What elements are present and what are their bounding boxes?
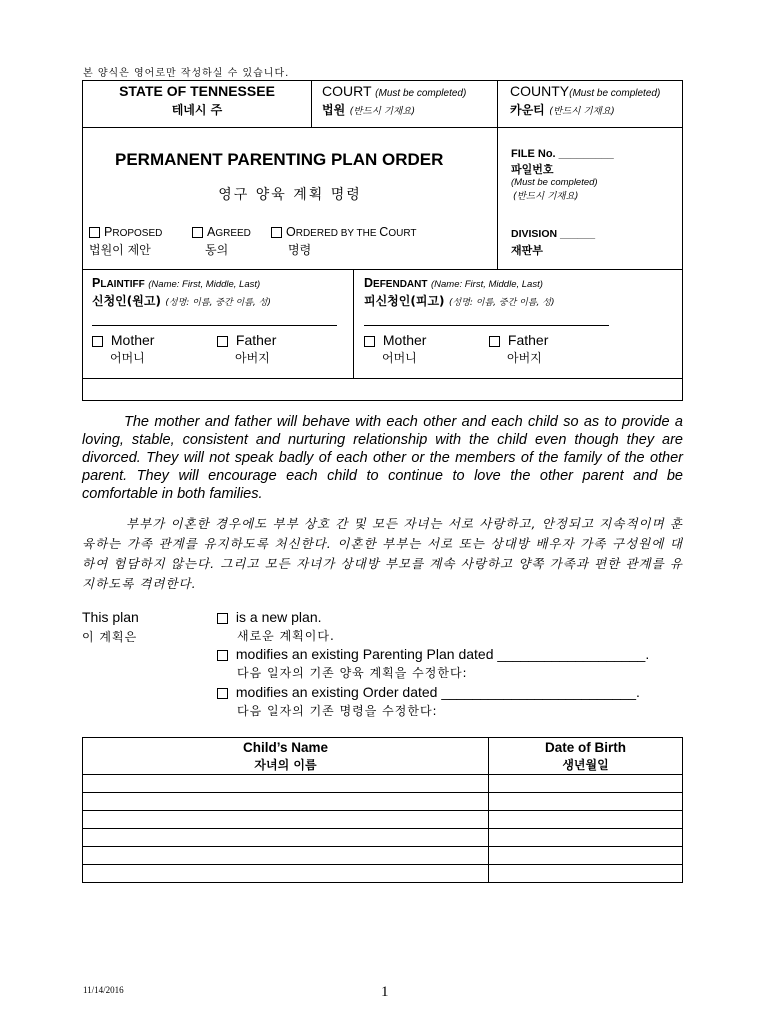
child-dob-cell[interactable] bbox=[489, 847, 683, 865]
division-block bbox=[511, 228, 595, 258]
option-proposed-ko: 법원이 제안 bbox=[89, 243, 151, 257]
form-title-en: PERMANENT PARENTING PLAN ORDER bbox=[115, 150, 444, 169]
table-row bbox=[83, 793, 683, 811]
language-note: 본 양식은 영어로만 작성하실 수 있습니다. bbox=[83, 68, 290, 79]
defendant-ko: 피신청인(피고) bbox=[364, 294, 445, 308]
page-number: 1 bbox=[381, 984, 389, 1000]
county-ko: 카운티 bbox=[510, 103, 545, 117]
plan-option-modify-plan[interactable]: modifies an existing Parenting Plan dated ___________________. 다음 일자의 기존 양육 계획을 수정한다: bbox=[217, 646, 649, 681]
dob-header: Date of Birth 생년월일 bbox=[489, 738, 683, 775]
child-name-cell[interactable] bbox=[83, 811, 489, 829]
plaintiff-ko: 신청인(원고) bbox=[92, 294, 161, 308]
checkbox-ordered[interactable] bbox=[271, 227, 282, 238]
title-cell bbox=[83, 128, 498, 270]
child-dob-cell[interactable] bbox=[489, 775, 683, 793]
child-dob-cell[interactable] bbox=[489, 829, 683, 847]
child-dob-cell[interactable] bbox=[489, 865, 683, 883]
defendant-section: DEFENDANT (Name: First, Middle, Last) 피신청인(피고) (성명: 이름, 중간 이름, 성) bbox=[364, 276, 555, 308]
option-proposed[interactable]: PROPOSED 법원이 제안 bbox=[89, 225, 163, 257]
child-name-cell[interactable] bbox=[83, 847, 489, 865]
county-cell bbox=[498, 81, 683, 128]
state-en: STATE OF TENNESSEE bbox=[119, 83, 275, 99]
plan-modify-order-checkbox[interactable] bbox=[217, 688, 228, 699]
form-title-ko: 영구 양육 계획 명령 bbox=[218, 187, 362, 203]
plaintiff-mother-option[interactable]: Mother 어머니 bbox=[92, 332, 154, 366]
defendant-mother-option[interactable]: Mother 어머니 bbox=[364, 332, 426, 366]
child-name-cell[interactable] bbox=[83, 775, 489, 793]
court-note: (Must be completed) bbox=[375, 88, 467, 99]
plaintiff-ko-note: (성명: 이름, 중간 이름, 성) bbox=[165, 298, 271, 308]
footer-date: 11/14/2016 bbox=[83, 985, 124, 995]
defendant-name-line[interactable] bbox=[364, 325, 609, 326]
state-cell bbox=[83, 81, 312, 128]
option-ordered[interactable]: ORDERED BY THE COURT 명령 bbox=[271, 225, 416, 258]
county-en: COUNTY bbox=[510, 83, 570, 99]
option-agreed[interactable]: AGREED 동의 bbox=[192, 225, 251, 258]
child-name-cell[interactable] bbox=[83, 793, 489, 811]
plan-option-new[interactable]: is a new plan. 새로운 계획이다. bbox=[217, 609, 335, 644]
court-ko: 법원 bbox=[322, 103, 346, 117]
child-name-cell[interactable] bbox=[83, 829, 489, 847]
plaintiff-mother-checkbox[interactable] bbox=[92, 336, 103, 347]
children-table bbox=[82, 737, 683, 883]
child-dob-cell[interactable] bbox=[489, 811, 683, 829]
plaintiff-father-option[interactable]: Father 아버지 bbox=[217, 332, 276, 366]
plaintiff-note: (Name: First, Middle, Last) bbox=[148, 279, 261, 290]
case-header-table bbox=[82, 80, 683, 270]
plan-label: This plan bbox=[82, 609, 139, 625]
file-ko-note: (반드시 기재요) bbox=[513, 191, 579, 202]
defendant-father-checkbox[interactable] bbox=[489, 336, 500, 347]
division-ko: 재판부 bbox=[511, 244, 543, 257]
child-name-header: Child’s Name 자녀의 이름 bbox=[83, 738, 489, 775]
file-number-field[interactable]: FILE No. _________ bbox=[511, 148, 614, 160]
defendant-note: (Name: First, Middle, Last) bbox=[430, 279, 543, 290]
county-ko-note: (반드시 기재요) bbox=[549, 106, 615, 117]
table-row bbox=[83, 811, 683, 829]
file-cell bbox=[498, 128, 683, 270]
defendant-ko-note: (성명: 이름, 중간 이름, 성) bbox=[448, 298, 555, 308]
intro-paragraph-en: The mother and father will behave with each other and each child so as to provide a loving, stable, consistent and nurturing relationship with the child even though they are divorced. They will not speak badly of each other or the members of the family of the other parent. They will encourage each child to continue to love the other parent and be comfortable in both families. bbox=[82, 414, 683, 502]
file-note: (Must be completed) bbox=[511, 177, 598, 188]
division-field[interactable]: DIVISION ______ bbox=[511, 228, 596, 240]
court-en: COURT bbox=[322, 83, 372, 99]
parties-box bbox=[82, 270, 683, 401]
plaintiff-name-line[interactable] bbox=[92, 325, 337, 326]
plan-modify-plan-checkbox[interactable] bbox=[217, 650, 228, 661]
county-note: (Must be completed) bbox=[569, 88, 661, 99]
plaintiff-father-checkbox[interactable] bbox=[217, 336, 228, 347]
plaintiff-section: PLAINTIFF (Name: First, Middle, Last) 신청인(원고) (성명: 이름, 중간 이름, 성) bbox=[92, 276, 271, 308]
checkbox-proposed[interactable] bbox=[89, 227, 100, 238]
plan-label-ko: 이 계획은 bbox=[82, 630, 138, 644]
child-dob-cell[interactable] bbox=[489, 793, 683, 811]
state-ko: 테네시 주 bbox=[171, 103, 223, 117]
checkbox-agreed[interactable] bbox=[192, 227, 203, 238]
child-name-cell[interactable] bbox=[83, 865, 489, 883]
court-cell bbox=[312, 81, 498, 128]
option-ordered-ko: 명령 bbox=[288, 243, 312, 257]
intro-paragraph-ko: 부부가 이혼한 경우에도 부부 상호 간 및 모든 자녀는 서로 사랑하고, 안정되고 지속적이며 훈육하는 가족 관계를 유지하도록 처신한다. 이혼한 부부는 서로 또는 상대방 배우자 가족 구성원에 대하여 험담하지 않는다. 그리고 모든 자녀가 상대방 부모를 계속 사랑하고 양쪽 가족과 편한 관계를 유지하도록 격려한다. bbox=[82, 516, 683, 591]
plan-option-modify-order[interactable]: modifies an existing Order dated _________________________. 다음 일자의 기존 명령을 수정한다: bbox=[217, 684, 640, 719]
table-row bbox=[83, 829, 683, 847]
defendant-mother-checkbox[interactable] bbox=[364, 336, 375, 347]
defendant-father-option[interactable]: Father 아버지 bbox=[489, 332, 548, 366]
court-ko-note: (반드시 기재요) bbox=[349, 106, 416, 117]
table-row bbox=[83, 847, 683, 865]
table-row bbox=[83, 865, 683, 883]
file-number-ko: 파일번호 bbox=[511, 163, 554, 176]
table-row bbox=[83, 775, 683, 793]
option-agreed-ko: 동의 bbox=[205, 243, 229, 257]
plan-new-checkbox[interactable] bbox=[217, 613, 228, 624]
